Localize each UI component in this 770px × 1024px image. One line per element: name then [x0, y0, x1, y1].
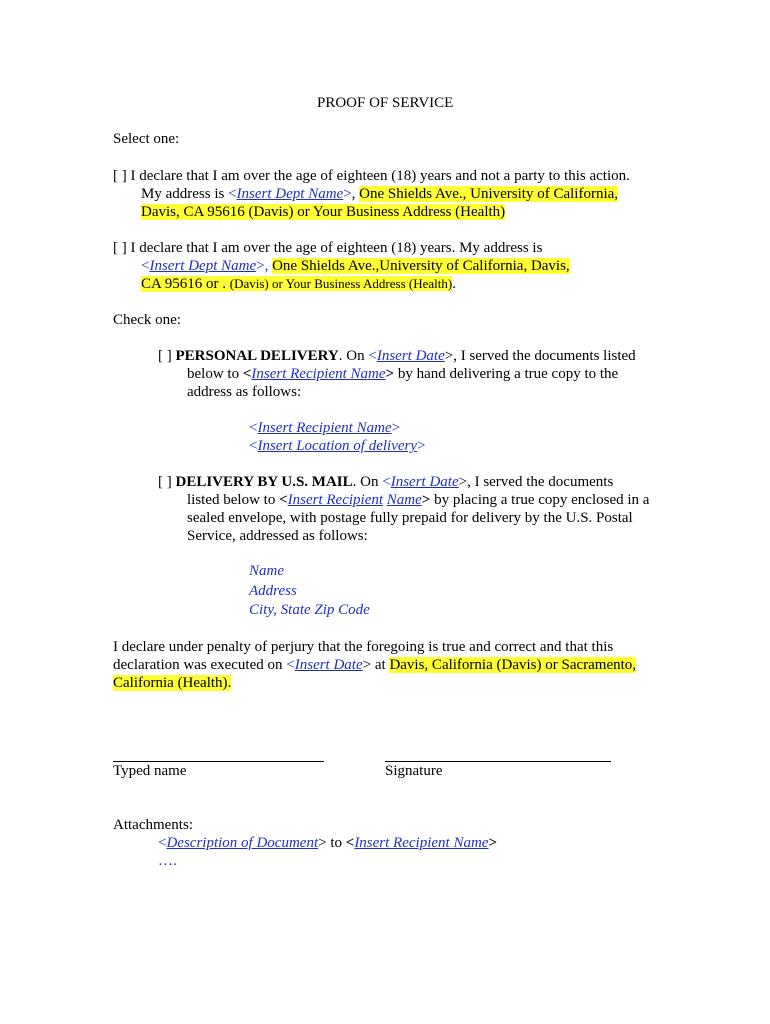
mail-delivery-line-4: Service, addressed as follows: — [187, 528, 368, 544]
lt: < — [242, 366, 252, 382]
gt: > — [488, 835, 498, 851]
at-text: > at — [362, 657, 390, 673]
address-highlight-3: One Shields Ave.,University of California, Davis, — [272, 258, 570, 274]
option-1-line-2 — [141, 185, 618, 203]
signature-label: Signature — [385, 763, 443, 779]
period: . — [452, 276, 456, 292]
listed-below: listed below to — [187, 492, 280, 508]
attachment-line — [158, 834, 497, 852]
name-field[interactable]: Name — [386, 492, 422, 508]
insert-location-field[interactable]: Insert Location of delivery — [257, 438, 418, 454]
location-highlight-2: California (Health) — [113, 675, 228, 691]
mail-delivery-heading: DELIVERY BY U.S. MAIL — [175, 474, 353, 490]
attachments-label: Attachments: — [113, 817, 193, 833]
lt: < — [158, 835, 167, 851]
lt: < — [228, 186, 237, 202]
address-highlight: One Shields Ave., University of California, — [359, 186, 619, 202]
comma: , — [351, 186, 360, 202]
mail-delivery-line-1 — [158, 473, 613, 491]
placing-text: by placing a true copy enclosed in a — [430, 492, 650, 508]
to-text: > to — [318, 835, 346, 851]
on-text: . On — [338, 348, 369, 364]
insert-date-field[interactable]: Insert Date — [376, 348, 445, 364]
below-to: below to — [187, 366, 243, 382]
select-one-label: Select one: — [113, 131, 180, 147]
checkbox-mail-delivery[interactable]: [ ] — [158, 474, 176, 490]
page-title: PROOF OF SERVICE — [317, 95, 454, 111]
insert-recipient-name-field[interactable]: Insert Recipient Name — [251, 366, 386, 382]
lt: < — [345, 835, 355, 851]
mail-delivery-line-3: sealed envelope, with postage fully prepaid for delivery by the U.S. Postal — [187, 510, 633, 526]
address-highlight-2: Davis, CA 95616 (Davis) or Your Business Address (Health) — [141, 204, 506, 220]
insert-dept-name-field-2[interactable]: Insert Dept Name — [149, 258, 257, 274]
insert-date-field-2[interactable]: Insert Date — [390, 474, 459, 490]
address-prefix: My address is — [141, 186, 229, 202]
insert-recipient-field[interactable]: Insert Recipient — [287, 492, 384, 508]
mail-address-field[interactable]: Address — [249, 583, 297, 599]
mail-delivery-line-2 — [187, 491, 649, 509]
served-text: >, I served the documents — [458, 474, 614, 490]
attachment-ellipsis: …. — [158, 853, 177, 869]
option-2-line-3 — [141, 275, 456, 293]
checkbox-personal-delivery[interactable]: [ ] — [158, 348, 176, 364]
gt: > — [385, 366, 395, 382]
checkbox-option-1[interactable]: [ ] — [113, 168, 127, 184]
checkbox-option-2[interactable]: [ ] — [113, 240, 127, 256]
option-2-line-2 — [141, 257, 570, 275]
address-highlight-4: CA 95616 or . — [141, 276, 230, 292]
declaration-line-3 — [113, 674, 231, 692]
option-1-line-3 — [141, 203, 505, 221]
insert-recipient-name-field-3[interactable]: Insert Recipient Name — [354, 835, 489, 851]
option-1-line-1 — [113, 167, 630, 185]
personal-delivery-line-2 — [187, 365, 618, 383]
hand-delivering-text: by hand delivering a true copy to the — [394, 366, 619, 382]
executed-on: declaration was executed on — [113, 657, 287, 673]
recipient-address-line-2: <Insert Location of delivery> — [249, 438, 426, 454]
option-2-line-1 — [113, 239, 542, 257]
personal-delivery-line-3: address as follows: — [187, 384, 302, 400]
location-highlight: Davis, California (Davis) or Sacramento, — [389, 657, 637, 673]
mail-name-field[interactable]: Name — [249, 563, 284, 579]
typed-name-label: Typed name — [113, 763, 187, 779]
declaration-line-1: I declare under penalty of perjury that the foregoing is true and correct and that this — [113, 639, 614, 655]
recipient-address-line-1: <Insert Recipient Name> — [249, 420, 401, 436]
option-2-text: I declare that I am over the age of eighteen (18) years. My address is — [130, 240, 543, 256]
insert-recipient-name-field-2[interactable]: Insert Recipient Name — [257, 420, 392, 436]
gt: >, — [256, 258, 269, 274]
lt: < — [279, 492, 288, 508]
personal-delivery-heading: PERSONAL DELIVERY — [175, 348, 339, 364]
lt: < — [382, 474, 391, 490]
check-one-label: Check one: — [113, 312, 181, 328]
insert-date-field-3[interactable]: Insert Date — [294, 657, 363, 673]
personal-delivery-line-1 — [158, 347, 636, 365]
lt: < — [286, 657, 295, 673]
description-of-document-field[interactable]: Description of Document — [166, 835, 319, 851]
gt: > — [343, 186, 352, 202]
address-highlight-5: (Davis) or Your Business Address (Health) — [229, 276, 453, 291]
declaration-line-2 — [113, 656, 636, 674]
mail-city-field[interactable]: City, State Zip Code — [249, 602, 370, 618]
option-1-text: I declare that I am over the age of eighteen (18) years and not a party to this action. — [130, 168, 630, 184]
served-text: >, I served the documents listed — [444, 348, 636, 364]
lt: < — [141, 258, 150, 274]
gt: > — [421, 492, 431, 508]
period: . — [227, 675, 232, 691]
lt: < — [368, 348, 377, 364]
on-text: . On — [352, 474, 383, 490]
insert-dept-name-field[interactable]: Insert Dept Name — [236, 186, 344, 202]
